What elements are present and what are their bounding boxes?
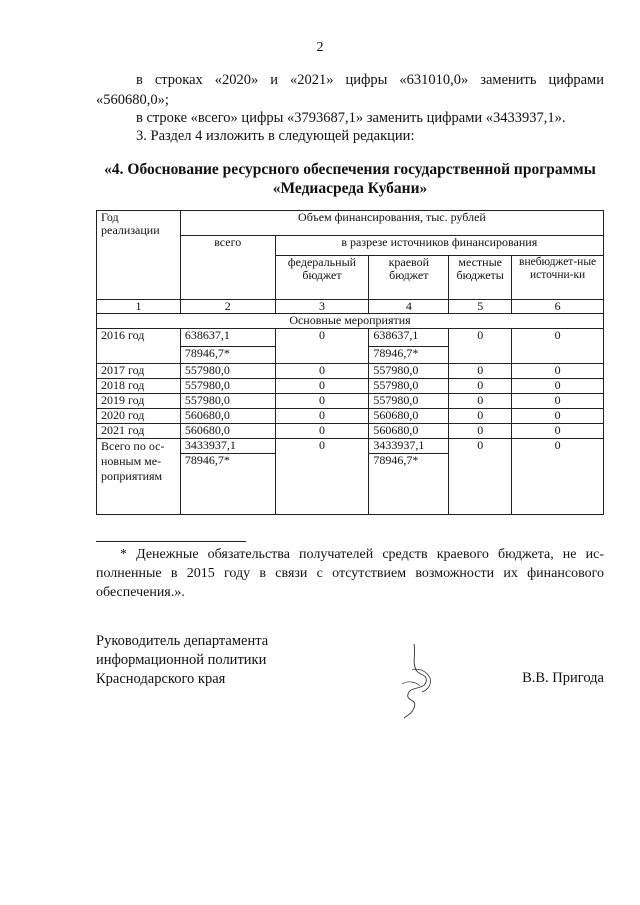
header-extra: внебюджет-ные источни-ки [512,256,604,300]
row-regional: 560680,0 [369,409,449,424]
total-federal: 0 [275,439,369,515]
row-regional-deferred: 78946,7* [369,347,449,364]
signatory-line-1: Руководитель департамента [96,633,269,649]
header-total: всего [180,236,275,300]
row-local: 0 [449,329,512,364]
paragraph-2: в строке «всего» цифры «3793687,1» заменить цифрами «3433937,1». [136,110,566,126]
row-regional: 638637,1 [369,329,449,347]
signatory-name: В.В. Пригода [522,670,604,686]
row-year: 2019 год [97,394,181,409]
row-local: 0 [449,364,512,379]
row-year: 2018 год [97,379,181,394]
total-regional: 3433937,1 [369,439,449,454]
row-total: 638637,1 [180,329,275,347]
signatory-line-3: Краснодарского края [96,671,226,687]
footnote-separator [96,541,246,542]
paragraph-3: 3. Раздел 4 изложить в следующей редакции: [136,128,415,144]
total-local: 0 [449,439,512,515]
row-extra: 0 [512,409,604,424]
column-number: 4 [369,300,449,314]
table-row [97,409,604,424]
row-local: 0 [449,379,512,394]
section-heading-line-2: «Медиасреда Кубани» [272,180,428,197]
row-extra: 0 [512,329,604,364]
handwritten-signature [392,640,442,720]
total-extra: 0 [512,439,604,515]
table-row [97,394,604,409]
table-row [97,424,604,439]
column-number: 2 [180,300,275,314]
row-federal: 0 [275,364,369,379]
footnote: * Денежные обязательства получателей средств краевого бюджета, не ис-полненные в 2015 году в связи с отсутствием возможности их финансового обеспечения.». [96,547,604,600]
row-local: 0 [449,394,512,409]
row-year: 2021 год [97,424,181,439]
row-total-deferred: 78946,7* [180,347,275,364]
row-regional: 557980,0 [369,394,449,409]
header-year: Год реализации [97,211,181,300]
table-row [97,364,604,379]
signatory-title [96,632,268,689]
row-extra: 0 [512,424,604,439]
row-local: 0 [449,424,512,439]
row-total: 557980,0 [180,364,275,379]
row-regional: 557980,0 [369,379,449,394]
header-volume: Объем финансирования, тыс. рублей [180,211,603,236]
row-year: 2017 год [97,364,181,379]
header-federal: федеральный бюджет [275,256,369,300]
column-number: 3 [275,300,369,314]
section-heading [96,160,604,198]
row-federal: 0 [275,394,369,409]
table-row [97,329,604,347]
section-title: Основные мероприятия [97,314,604,329]
column-number: 1 [97,300,181,314]
row-federal: 0 [275,329,369,364]
row-total: 560680,0 [180,424,275,439]
row-extra: 0 [512,379,604,394]
row-regional: 560680,0 [369,424,449,439]
section-heading-line-1: «4. Обоснование ресурсного обеспечения государственной программы [104,161,596,178]
row-total: 560680,0 [180,409,275,424]
table-row-total [97,439,604,454]
header-local: местные бюджеты [449,256,512,300]
row-year: 2016 год [97,329,181,364]
row-year: 2020 год [97,409,181,424]
row-total: 557980,0 [180,379,275,394]
row-federal: 0 [275,409,369,424]
total-sum-deferred: 78946,7* [180,454,275,515]
row-total: 557980,0 [180,394,275,409]
paragraph-1-line-2: «560680,0»; [96,92,169,108]
row-federal: 0 [275,424,369,439]
total-label: Всего по ос-новным ме-роприятиям [97,439,181,515]
row-federal: 0 [275,379,369,394]
column-number: 6 [512,300,604,314]
row-extra: 0 [512,364,604,379]
table-row [97,379,604,394]
total-sum: 3433937,1 [180,439,275,454]
row-extra: 0 [512,394,604,409]
header-by-source: в разрезе источников финансирования [275,236,603,256]
row-regional: 557980,0 [369,364,449,379]
page-number: 2 [316,40,324,55]
financing-table [96,210,604,515]
total-regional-deferred: 78946,7* [369,454,449,515]
header-regional: краевой бюджет [369,256,449,300]
signatory-line-2: информационной политики [96,652,267,668]
column-number: 5 [449,300,512,314]
paragraph-1-line-1: в строках «2020» и «2021» цифры «631010,0» заменить цифрами [136,72,604,88]
row-local: 0 [449,409,512,424]
